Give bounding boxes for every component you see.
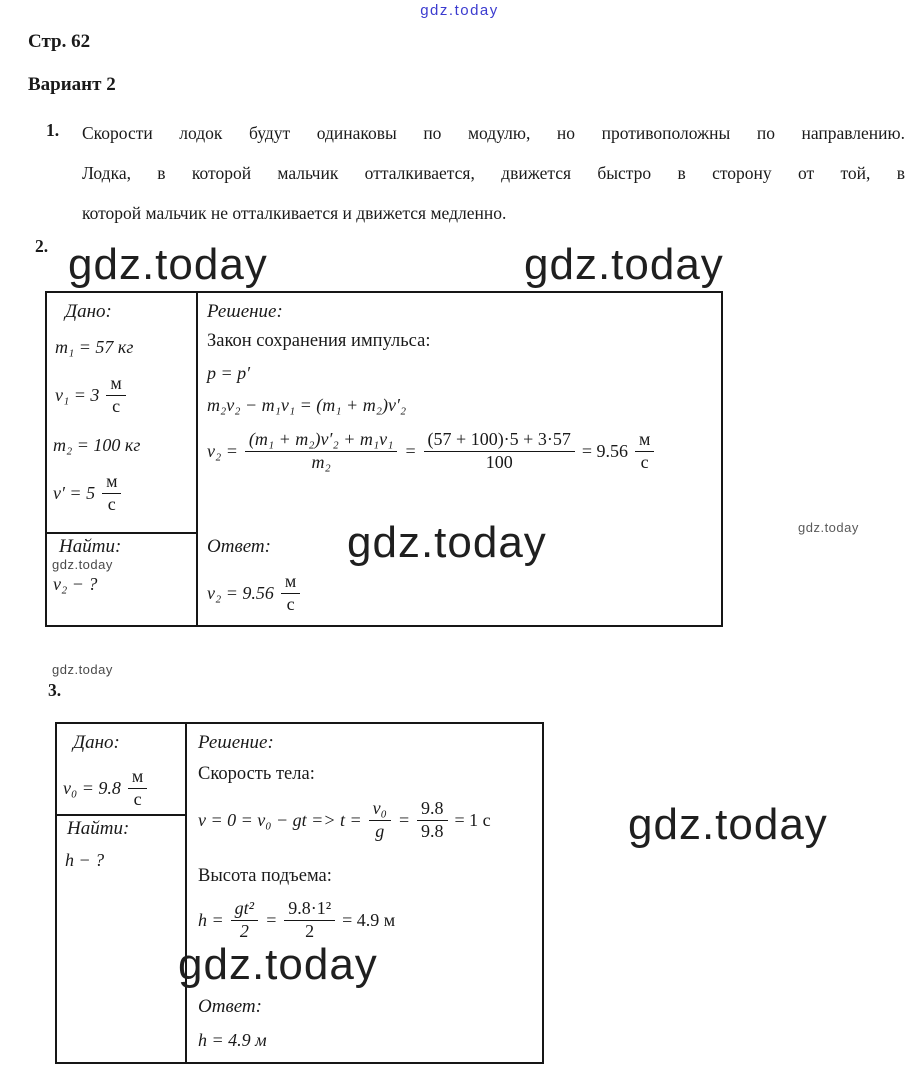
eq-time-f1-den: g (375, 820, 385, 841)
eq-time-result: = 1 с (454, 809, 491, 830)
problem3-solution-table (55, 722, 544, 1064)
table1-find-label: Найти: (59, 536, 122, 557)
eq-time-equals: = (397, 809, 411, 830)
eq-height-f2-num: 9.8·1² (284, 898, 335, 921)
table1-law-text: Закон сохранения импульса: (207, 331, 431, 351)
table2-eq-time (198, 798, 491, 842)
watermark-top-blue: gdz.today (420, 2, 499, 19)
variant-title: Вариант 2 (28, 74, 116, 95)
table1-given-vprime (53, 471, 121, 515)
table2-given-label: Дано: (73, 732, 120, 753)
eq-main-equals: = (404, 440, 417, 461)
table1-given-find-divider (47, 532, 196, 534)
watermark-large-1: gdz.today (68, 240, 268, 289)
table1-answer-label: Ответ: (207, 536, 271, 557)
table1-answer-unit-den: с (286, 593, 295, 614)
problem2-solution-table (45, 291, 723, 627)
eq-main-f1-den: m₂ (311, 451, 331, 472)
given-vprime-unit-fraction (102, 471, 121, 515)
table2-speed-text: Скорость тела: (198, 764, 315, 784)
eq-time-f2-den: 9.8 (421, 820, 444, 841)
eq-time-f2-num: 9.8 (417, 798, 448, 821)
eq-main-f2-num: (57 + 100)·5 + 3·57 (424, 429, 575, 452)
table1-find-value: v₂ − ? (53, 574, 98, 594)
eq-main-f1-num: (m₁ + m₂)v′₂ + m₁v₁ (245, 429, 397, 452)
watermark-large-3: gdz.today (347, 518, 547, 567)
eq-main-unit-den: с (640, 451, 649, 472)
eq-main-f2-den: 100 (485, 451, 513, 472)
eq-height-fraction-symbolic (231, 898, 258, 942)
given-v1-unit-fraction (106, 373, 125, 417)
eq-height-lhs: h = (198, 909, 224, 930)
eq-main-unit-num: м (635, 429, 654, 452)
eq-height-f1-num: gt² (231, 898, 258, 921)
table1-given-v1 (55, 373, 126, 417)
table1-given-label: Дано: (65, 301, 112, 322)
eq-height-fraction-numeric (284, 898, 335, 942)
problem3-number: 3. (48, 680, 62, 700)
table2-given-find-divider (57, 814, 185, 816)
problem2-number: 2. (35, 236, 49, 256)
given-v0-unit-num: м (128, 766, 147, 789)
given-vprime-unit-num: м (102, 471, 121, 494)
eq-height-result: = 4.9 м (342, 909, 396, 930)
table1-eq-momentum-equal: p = p′ (207, 363, 251, 383)
table1-answer-unit-num: м (281, 571, 300, 594)
eq-height-f2-den: 2 (305, 920, 315, 941)
problem1-line3: которой мальчик не отталкивается и движется медленно. (82, 203, 507, 223)
eq-time-fraction-symbolic (369, 798, 391, 842)
table1-vertical-divider (196, 293, 198, 625)
given-v0-unit-fraction (128, 766, 147, 810)
eq-main-fraction-numeric (424, 429, 575, 473)
table2-answer-value: h = 4.9 м (198, 1030, 267, 1050)
table2-find-label: Найти: (67, 818, 130, 839)
given-v1-unit-num: м (106, 373, 125, 396)
given-vprime-unit-den: с (107, 493, 116, 514)
given-vprime-value: v′ = 5 (53, 482, 96, 503)
watermark-small-above-p3: gdz.today (52, 662, 113, 677)
eq-main-fraction-symbolic (245, 429, 397, 473)
page-number-label: Стр. 62 (28, 31, 91, 52)
given-v0-unit-den: с (133, 788, 142, 809)
problem1-number: 1. (46, 120, 60, 140)
watermark-large-4: gdz.today (178, 940, 378, 989)
eq-height-f1-den: 2 (239, 920, 249, 941)
table2-given-v0 (63, 766, 147, 810)
eq-main-lhs: v₂ = (207, 440, 238, 461)
eq-time-f1-num: v₀ (369, 798, 391, 821)
watermark-large-2: gdz.today (524, 240, 724, 289)
watermark-small-table1: gdz.today (52, 557, 113, 572)
given-v1-unit-den: с (112, 395, 121, 416)
eq-main-unit-fraction (635, 429, 654, 473)
table2-answer-label: Ответ: (198, 996, 262, 1017)
table1-answer-unit-fraction (281, 571, 300, 615)
eq-time-fraction-numeric (417, 798, 448, 842)
eq-time-lhs: v = 0 = v₀ − gt => t = (198, 809, 362, 830)
table1-given-m2: m₂ = 100 кг (53, 435, 141, 455)
table1-eq-momentum-balance: m₂v₂ − m₁v₁ = (m₁ + m₂)v′₂ (207, 395, 407, 415)
eq-main-result: = 9.56 (581, 440, 628, 461)
watermark-small-right: gdz.today (798, 520, 859, 535)
table1-answer-value: v₂ = 9.56 (207, 582, 274, 603)
table2-height-text: Высота подъема: (198, 866, 332, 886)
given-v1-value: v₁ = 3 (55, 384, 100, 405)
watermark-large-5: gdz.today (628, 800, 828, 849)
table1-solution-label: Решение: (207, 301, 283, 322)
table2-vertical-divider (185, 724, 187, 1062)
table2-solution-label: Решение: (198, 732, 274, 753)
problem1-line2: Лодка, в которой мальчик отталкивается, движется быстро в сторону от той, в (82, 163, 905, 183)
table1-given-m1: m₁ = 57 кг (55, 337, 134, 357)
table1-answer (207, 571, 300, 615)
eq-height-equals: = (265, 909, 278, 930)
table2-eq-height (198, 898, 395, 942)
table1-eq-main (207, 429, 654, 473)
table2-find-value: h − ? (65, 850, 105, 870)
problem1-line1: Скорости лодок будут одинаковы по модулю, но противоположны по направлению. (82, 123, 905, 143)
problem1-text (82, 113, 905, 233)
given-v0-value: v₀ = 9.8 (63, 777, 121, 798)
